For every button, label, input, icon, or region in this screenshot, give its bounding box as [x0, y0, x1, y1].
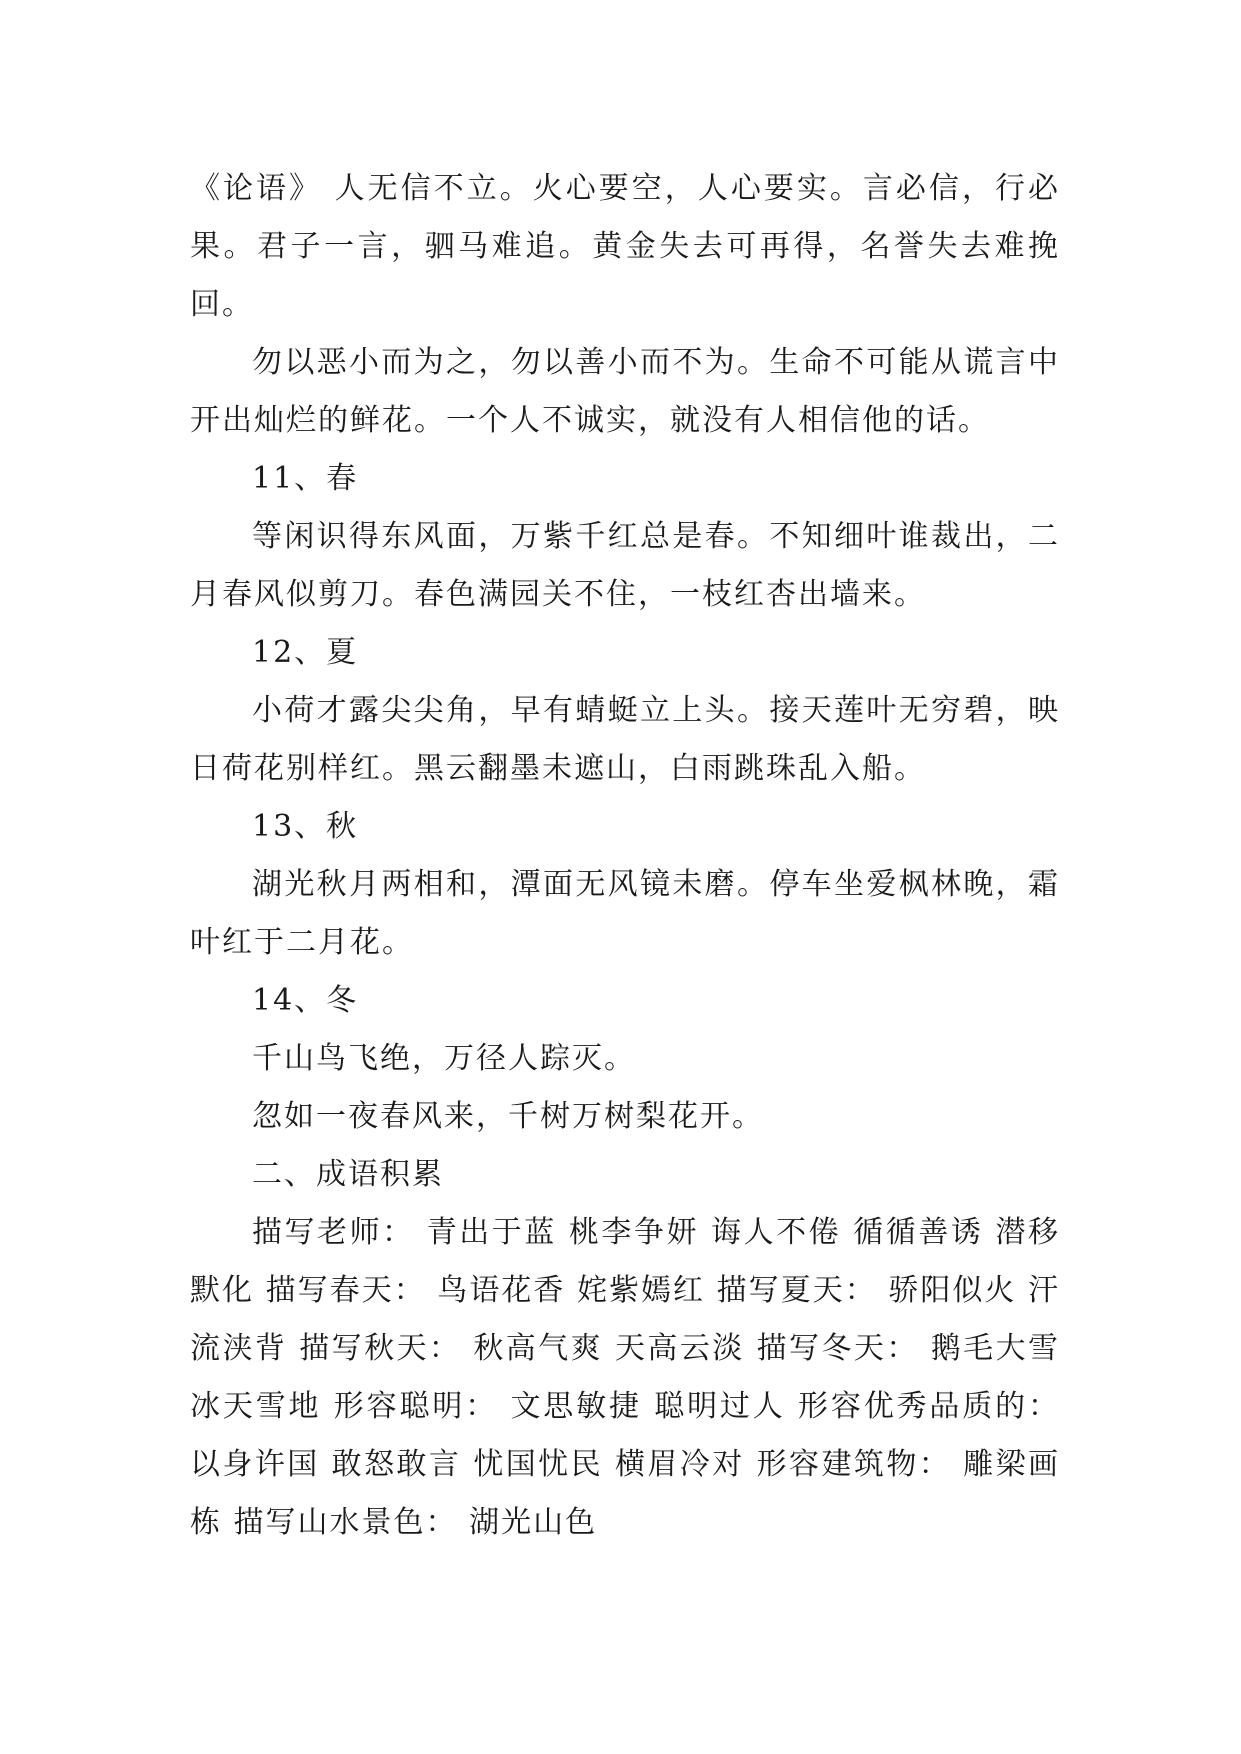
paragraph-spring-poems: 等闲识得东风面，万紫千红总是春。不知细叶谁裁出，二月春风似剪刀。春色满园关不住，一枝红杏出墙来。 — [190, 519, 1060, 612]
paragraph-autumn-poems: 湖光秋月两相和，潭面无风镜未磨。停车坐爱枫林晚，霜叶红于二月花。 — [190, 867, 1060, 960]
document-body — [190, 160, 1072, 1552]
paragraph-winter-poem-2: 忽如一夜春风来，千树万树梨花开。 — [252, 1099, 764, 1134]
paragraph-winter-poem-1: 千山鸟飞绝，万径人踪灭。 — [252, 1041, 636, 1076]
heading-autumn: 13、秋 — [252, 809, 359, 844]
heading-idioms: 二、成语积累 — [252, 1157, 444, 1192]
paragraph-lunyu-quotes: 《论语》 人无信不立。火心要空，人心要实。言必信，行必果。君子一言，驷马难追。黄金失去可再得，名誉失去难挽回。 — [190, 171, 1060, 322]
heading-spring: 11、春 — [252, 461, 359, 496]
paragraph-summer-poems: 小荷才露尖尖角，早有蜻蜓立上头。接天莲叶无穷碧，映日荷花别样红。黑云翻墨未遮山，白雨跳珠乱入船。 — [190, 693, 1060, 786]
paragraph-honesty-quotes: 勿以恶小而为之，勿以善小而不为。生命不可能从谎言中开出灿烂的鲜花。一个人不诚实，就没有人相信他的话。 — [190, 345, 1060, 438]
heading-winter: 14、冬 — [252, 983, 359, 1018]
heading-summer: 12、夏 — [252, 635, 359, 670]
paragraph-idioms-list: 描写老师： 青出于蓝 桃李争妍 诲人不倦 循循善诱 潜移默化 描写春天： 鸟语花香 姹紫嫣红 描写夏天： 骄阳似火 汗流浃背 描写秋天： 秋高气爽 天高云淡 描写冬天： 鹅毛大雪 冰天雪地 形容聪明： 文思敏捷 聪明过人 形容优秀品质的： 以身许国 敢怒敢言 忧国忧民 横眉冷对 形容建筑物： 雕梁画栋 描写山水景色： 湖光山色 — [190, 1215, 1072, 1540]
